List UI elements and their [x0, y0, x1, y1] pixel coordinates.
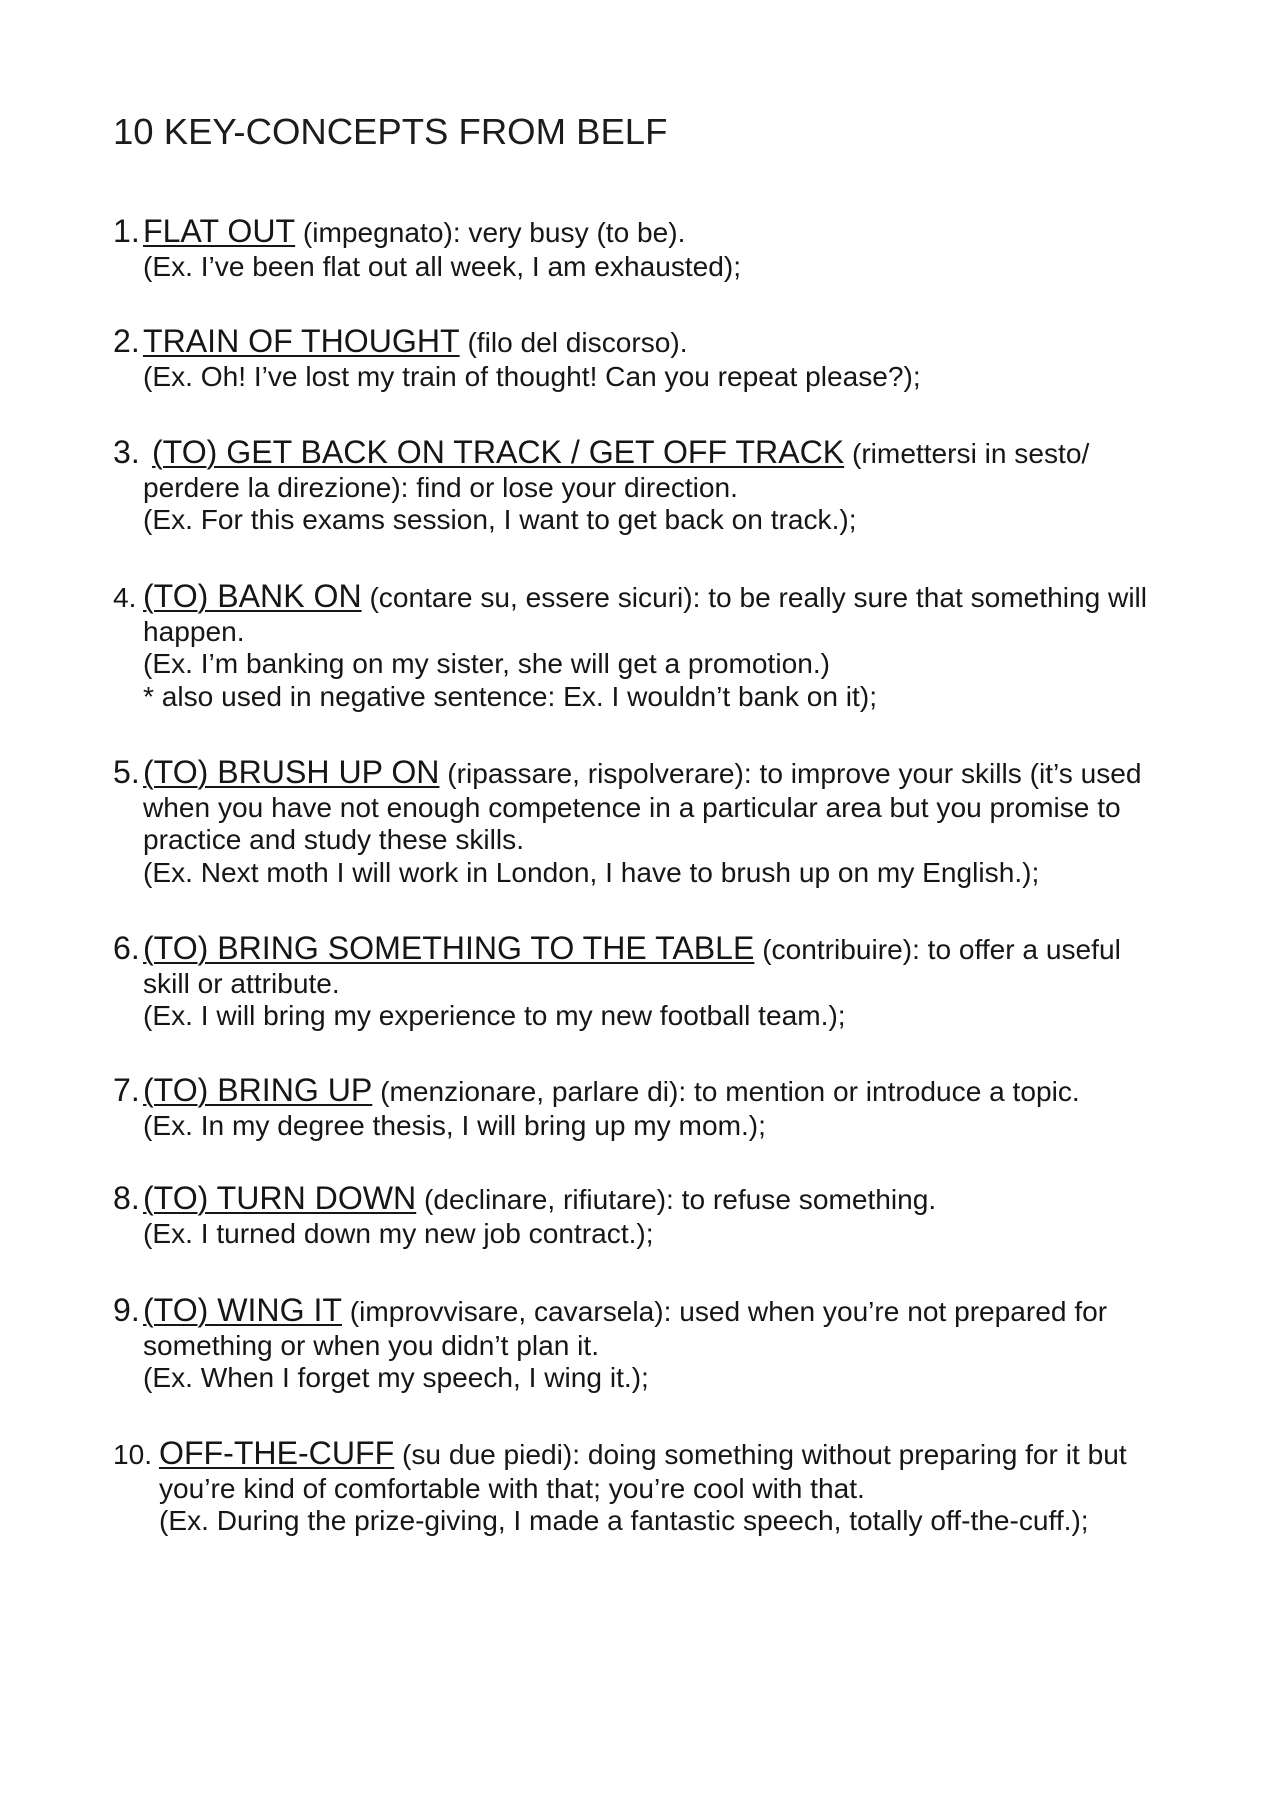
concept-definition: (contare su, essere sicuri): to be really sure that something will: [369, 582, 1148, 613]
item-number: 10.: [113, 1439, 153, 1470]
item-number: 5.: [113, 754, 140, 790]
concept-definition: (rimettersi in sesto/: [851, 438, 1090, 469]
concept-term: FLAT OUT: [143, 213, 296, 249]
concept-definition: when you have not enough competence in a particular area but you promise to: [143, 791, 1121, 823]
item-number: 9.: [113, 1292, 140, 1328]
item-number: 3.: [113, 434, 140, 470]
concept-item: [113, 932, 1121, 1033]
example-sentence: (Ex. Oh! I’ve lost my train of thought! Can you repeat please?);: [143, 360, 921, 392]
concept-definition: practice and study these skills.: [143, 824, 525, 856]
concept-item: [113, 215, 741, 283]
concept-definition: (contribuire): to offer a useful: [762, 934, 1121, 965]
concept-term: (TO) TURN DOWN: [143, 1180, 417, 1216]
concept-definition: skill or attribute.: [143, 967, 340, 999]
concept-definition: (menzionare, parlare di): to mention or introduce a topic.: [380, 1076, 1080, 1107]
item-number: 2.: [113, 323, 140, 359]
concept-heading-line: [113, 1182, 936, 1217]
usage-note: * also used in negative sentence: Ex. I wouldn’t bank on it);: [143, 680, 878, 712]
item-number: 4.: [113, 582, 137, 613]
concept-item: [113, 756, 1142, 889]
concept-term: OFF-THE-CUFF: [159, 1435, 395, 1471]
item-number: 6.: [113, 930, 140, 966]
example-sentence: (Ex. I turned down my new job contract.);: [143, 1217, 654, 1249]
concept-heading-line: [113, 1074, 1080, 1109]
concept-term: (TO) BRUSH UP ON: [143, 754, 440, 790]
concept-heading-line: [113, 436, 1089, 471]
item-number: 8.: [113, 1180, 140, 1216]
example-sentence: (Ex. I will bring my experience to my new football team.);: [143, 1000, 846, 1032]
item-number: 1.: [113, 213, 140, 249]
concept-term: (TO) BANK ON: [143, 578, 362, 614]
concept-item: [113, 325, 921, 393]
concept-term: (TO) BRING SOMETHING TO THE TABLE: [143, 930, 755, 966]
concept-item: [113, 1437, 1127, 1538]
example-sentence: (Ex. During the prize-giving, I made a fantastic speech, totally off-the-cuff.);: [159, 1505, 1089, 1537]
example-sentence: (Ex. I’ve been flat out all week, I am exhausted);: [143, 250, 742, 282]
concept-term: TRAIN OF THOUGHT: [143, 323, 460, 359]
concept-item: [113, 1182, 936, 1250]
concept-definition: you’re kind of comfortable with that; you’re cool with that.: [159, 1472, 865, 1504]
concept-item: [113, 436, 1089, 537]
example-sentence: (Ex. For this exams session, I want to get back on track.);: [143, 504, 857, 536]
concept-term: (TO) GET BACK ON TRACK / GET OFF TRACK: [152, 434, 845, 470]
concept-definition: (impegnato): very busy (to be).: [302, 217, 686, 248]
concept-heading-line: [113, 1437, 1127, 1472]
item-number: 7.: [113, 1072, 140, 1108]
concept-term: (TO) WING IT: [143, 1292, 342, 1328]
concept-item: [113, 1294, 1107, 1395]
concept-heading-line: [113, 756, 1142, 791]
example-sentence: (Ex. In my degree thesis, I will bring up my mom.);: [143, 1109, 766, 1141]
concept-definition: something or when you didn’t plan it.: [143, 1329, 600, 1361]
concept-definition: (improvvisare, cavarsela): used when you’re not prepared for: [349, 1296, 1108, 1327]
concept-definition: (su due piedi): doing something without preparing for it but: [402, 1439, 1127, 1470]
concept-definition: perdere la direzione): find or lose your direction.: [143, 471, 738, 503]
example-sentence: (Ex. Next moth I will work in London, I have to brush up on my English.);: [143, 856, 1040, 888]
page-title: 10 KEY-CONCEPTS FROM BELF: [113, 111, 668, 152]
example-sentence: (Ex. When I forget my speech, I wing it.);: [143, 1362, 649, 1394]
concept-item: [113, 1074, 1080, 1142]
concept-definition: (ripassare, rispolverare): to improve your skills (it’s used: [447, 758, 1142, 789]
concept-heading-line: [113, 215, 741, 250]
concept-heading-line: [113, 932, 1121, 967]
concept-heading-line: [113, 580, 1147, 615]
concept-heading-line: [113, 1294, 1107, 1329]
concept-definition: (filo del discorso).: [467, 327, 688, 358]
concept-definition: (declinare, rifiutare): to refuse something.: [424, 1184, 937, 1215]
concept-definition: happen.: [143, 615, 245, 647]
example-sentence: (Ex. I’m banking on my sister, she will get a promotion.): [143, 648, 831, 680]
concept-heading-line: [113, 325, 921, 360]
concept-item: [113, 580, 1147, 713]
concept-term: (TO) BRING UP: [143, 1072, 373, 1108]
